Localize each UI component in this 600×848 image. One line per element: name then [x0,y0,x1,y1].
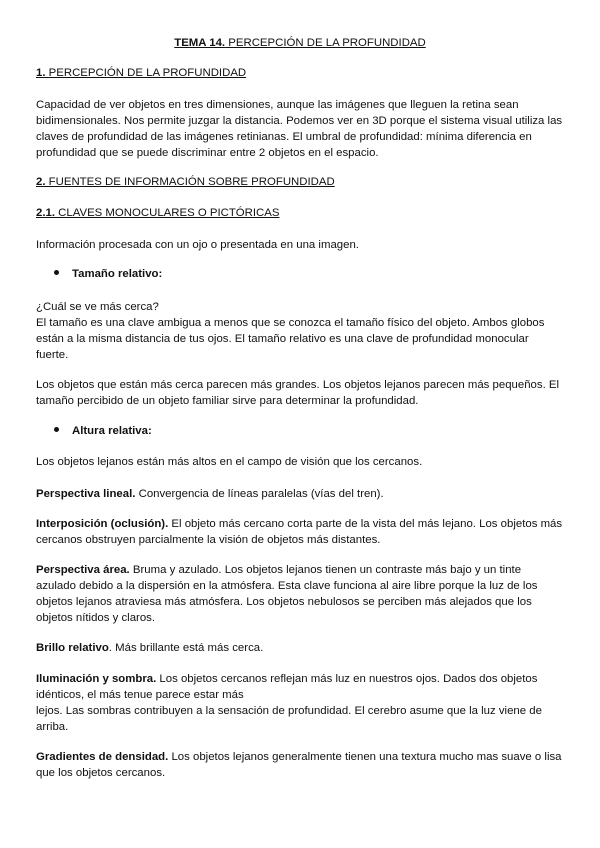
section-2-1-number: 2.1. [36,207,55,219]
section-2-heading [36,176,335,188]
bullet-relative-height [54,425,152,437]
item-density-gradients [36,749,564,781]
item-aerial-perspective [36,562,564,626]
item-term: Gradientes de densidad. [36,751,169,763]
section-2-number: 2. [36,176,46,188]
bullet-dot-icon [54,270,59,275]
relative-size-paragraph-2: Los objetos que están más cerca parecen más grandes. Los objetos lejanos parecen más pequeños. El tamaño percibido de un objeto familiar sirve para determinar la profundidad. [36,379,560,407]
item-text: El objeto más cercano corta parte de la vista del más lejano. Los objetos más cercanos obstruyen parcialmente la visión de objetos más distantes. [36,518,563,546]
item-term: Perspectiva área. [36,564,130,576]
bullet-label: Altura relativa: [72,425,152,437]
section-1-title: PERCEPCIÓN DE LA PROFUNDIDAD [45,67,247,79]
bullet-relative-size [54,268,162,280]
item-linear-perspective [36,486,564,502]
item-relative-brightness [36,640,564,656]
bullet-dot-icon [54,427,59,432]
title-number: TEMA 14. [174,37,226,49]
relative-size-question: ¿Cuál se ve más cerca? [36,301,159,313]
item-text-continued: lejos. Las sombras contribuyen a la sensación de profundidad. El cerebro asume que la luz viene de arriba. [36,705,542,733]
item-term: Interposición (oclusión). [36,518,169,530]
section-2-1-intro: Información procesada con un ojo o presentada en una imagen. [36,239,359,251]
item-text: Convergencia de líneas paralelas (vías del tren). [135,488,384,500]
item-term: Perspectiva lineal. [36,488,136,500]
item-text: Bruma y azulado. Los objetos lejanos tienen un contraste más bajo y un tinte azulado debido a la dispersión en la atmósfera. Esta clave funciona al aire libre porque la luz de los objetos lejanos atraviesa más atmósfera. Los objetos nebulosos se perciben más alejados que los objetos nítidos y claros. [36,564,538,624]
item-text: Los objetos lejanos generalmente tienen una textura mucho mas suave o lisa que los objetos cercanos. [36,751,562,779]
section-1-number: 1. [36,67,46,79]
relative-height-paragraph: Los objetos lejanos están más altos en el campo de visión que los cercanos. [36,456,423,468]
item-term: Brillo relativo [36,642,109,654]
section-2-title: FUENTES DE INFORMACIÓN SOBRE PROFUNDIDAD [45,176,335,188]
item-text: . Más brillante está más cerca. [108,642,264,654]
item-interposition [36,516,564,548]
section-2-1-title: CLAVES MONOCULARES O PICTÓRICAS [55,207,280,219]
item-lighting-shadow [36,671,564,735]
title-text: PERCEPCIÓN DE LA PROFUNDIDAD [225,37,426,49]
item-term: Iluminación y sombra. [36,673,157,685]
item-text: Los objetos cercanos reflejan más luz en nuestros ojos. Dados dos objetos idénticos, el más tenue parece estar más [36,673,538,701]
section-1-body: Capacidad de ver objetos en tres dimensiones, aunque las imágenes que lleguen la retina sean bidimensionales. Nos permite juzgar la distancia. Podemos ver en 3D porque el sistema visual utiliza las claves de profundidad de las imágenes retinianas. El umbral de profundidad: mínima diferencia en profundidad que se puede discriminar entre 2 objetos en el espacio. [36,99,563,159]
section-1-heading [36,67,246,79]
relative-size-paragraph-1: El tamaño es una clave ambigua a menos que se conozca el tamaño físico del objeto. Ambos globos están a la misma distancia de tus ojos. El tamaño relativo es una clave de profundidad monocular fuerte. [36,317,545,361]
bullet-label: Tamaño relativo: [72,268,163,280]
document-title [0,37,600,49]
section-2-1-heading [36,207,279,219]
